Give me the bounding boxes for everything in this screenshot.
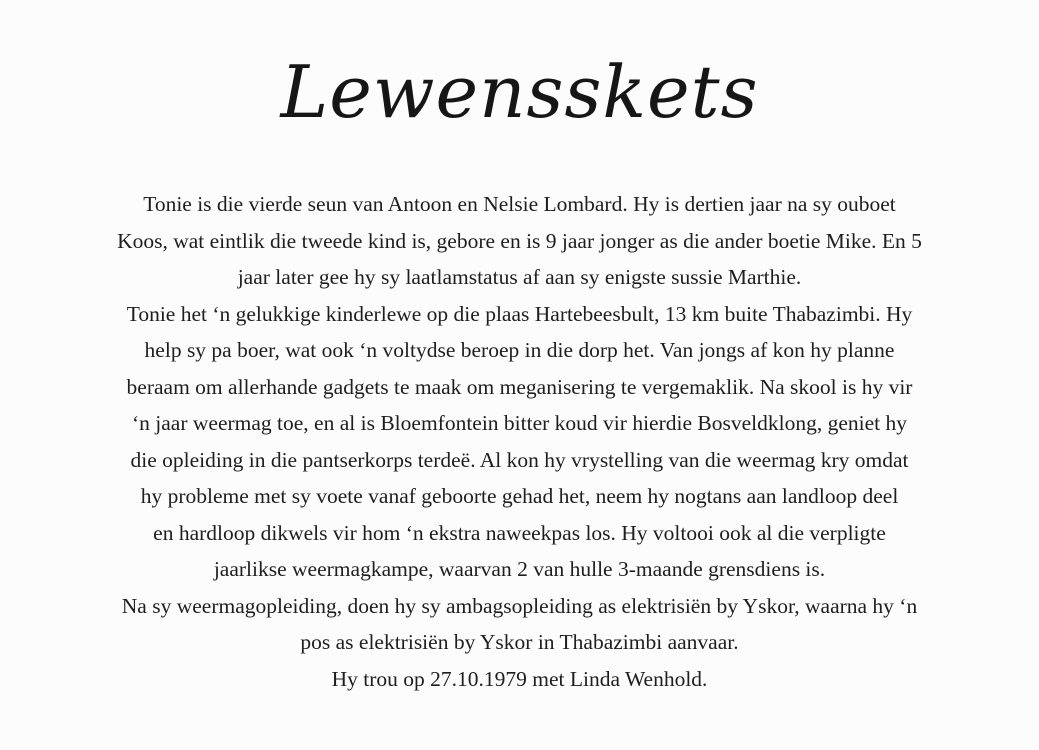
biography-text: [20, 186, 1019, 697]
text-line: Hy trou op 27.10.1979 met Linda Wenhold.: [331, 666, 708, 691]
text-line: ‘n jaar weermag toe, en al is Bloemfontein bitter koud vir hierdie Bosveldklong, geniet hy: [132, 411, 907, 435]
text-line: jaar later gee hy sy laatlamstatus af aan sy enigste sussie Marthie.: [237, 265, 802, 289]
text-line: jaarlikse weermagkampe, waarvan 2 van hulle 3-maande grensdiens is.: [213, 557, 826, 581]
text-line: hy probleme met sy voete vanaf geboorte gehad het, neem hy nogtans aan landloop deel: [140, 484, 899, 508]
page-title: Lewensskets: [280, 50, 759, 134]
text-line: Koos, wat eintlik die tweede kind is, gebore en is 9 jaar jonger as die ander boetie Mike. En 5: [117, 228, 922, 253]
text-line: Na sy weermagopleiding, doen hy sy ambagsopleiding as elektrisiën by Yskor, waarna hy ‘n: [121, 593, 918, 618]
text-line: Tonie is die vierde seun van Antoon en Nelsie Lombard. Hy is dertien jaar na sy ouboet: [143, 192, 896, 216]
text-line: Tonie het ‘n gelukkige kinderlewe op die plaas Hartebeesbult, 13 km buite Thabazimbi. Hy: [126, 301, 913, 326]
text-line: beraam om allerhande gadgets te maak om meganisering te vergemaklik. Na skool is hy vir: [126, 374, 913, 399]
text-line: die opleiding in die pantserkorps terdeë. Al kon hy vrystelling van die weermag kry omdat: [130, 447, 909, 472]
text-line: en hardloop dikwels vir hom ‘n ekstra naweekpas los. Hy voltooi ook al die verpligte: [153, 520, 886, 545]
text-line: pos as elektrisiën by Yskor in Thabazimbi aanvaar.: [300, 630, 739, 654]
text-line: help sy pa boer, wat ook ‘n voltydse beroep in die dorp het. Van jongs af kon hy planne: [144, 338, 895, 362]
